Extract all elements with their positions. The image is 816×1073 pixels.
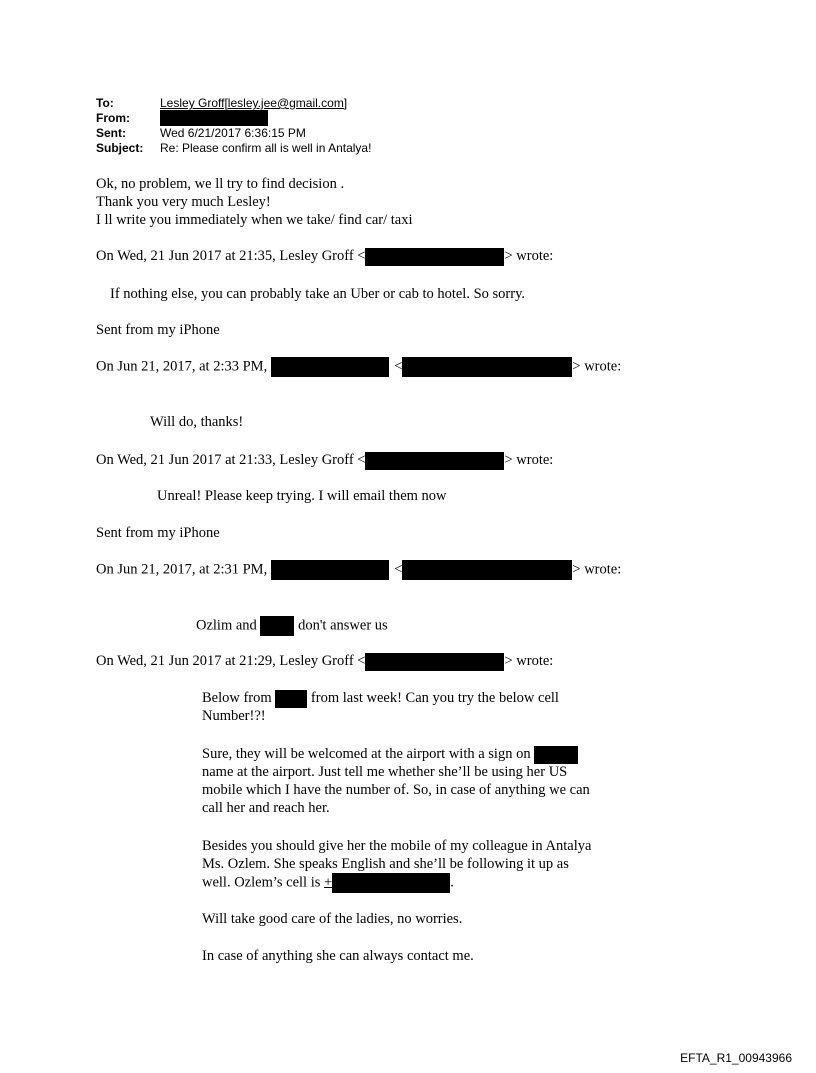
quoted-line: Will take good care of the ladies, no worries. [202,911,463,927]
reply-text [196,616,388,636]
redaction-block [365,248,504,266]
quoted-line: mobile which I have the number of. So, in case of anything we can [202,782,590,798]
wrote-text: > wrote: [504,452,554,468]
quoted-line [202,873,454,893]
redaction-block [365,653,504,671]
quote-header [96,652,553,671]
lt-text: < [394,561,403,578]
quote-header-text: On Wed, 21 Jun 2017 at 21:33, Lesley Groff < [96,452,366,468]
redaction-block [365,452,504,470]
quoted-text: . [450,874,454,891]
quote-header-text: On Wed, 21 Jun 2017 at 21:35, Lesley Groff < [96,248,366,264]
quoted-line: Number!?! [202,708,266,724]
body-line: Thank you very much Lesley! [96,194,271,210]
quoted-line: Besides you should give her the mobile of my colleague in Antalya [202,838,592,854]
quote-header [96,560,621,580]
wrote-text: > wrote: [572,358,622,375]
from-label: From: [96,111,130,125]
redaction-block [402,560,572,580]
body-line: I ll write you immediately when we take/ find car/ taxi [96,212,413,228]
sent-value: Wed 6/21/2017 6:36:15 PM [160,126,306,140]
to-label: To: [96,96,114,110]
reply-text: Unreal! Please keep trying. I will email them now [157,488,447,504]
redaction-block [332,873,450,893]
quoted-line: In case of anything she can always contact me. [202,948,474,964]
quoted-line: name at the airport. Just tell me whether she’ll be using her US [202,764,568,780]
reply-text: If nothing else, you can probably take an Uber or cab to hotel. So sorry. [110,286,526,302]
signature-text: Sent from my iPhone [96,525,220,541]
reply-text-part: Ozlim and [196,617,257,634]
redaction-block [534,746,578,764]
reply-text: Will do, thanks! [150,414,244,430]
document-id: EFTA_R1_00943966 [680,1051,792,1065]
quoted-line: call her and reach her. [202,800,330,816]
quote-header [96,451,553,470]
quoted-text: Below from [202,690,272,706]
quote-header-text: On Jun 21, 2017, at 2:33 PM, [96,358,268,375]
redaction-block [260,616,294,636]
redaction-block [275,690,307,708]
wrote-text: > wrote: [504,248,554,264]
quote-header [96,357,621,377]
quote-header [96,247,553,266]
quote-header-text: On Jun 21, 2017, at 2:31 PM, [96,561,268,578]
quoted-text: from last week! Can you try the below cell [310,690,559,706]
redaction-block [160,110,268,126]
phone-link[interactable]: + [324,874,333,891]
quote-header-text: On Wed, 21 Jun 2017 at 21:29, Lesley Groff < [96,653,366,669]
body-line: Ok, no problem, we ll try to find decision . [96,176,345,192]
subject-label: Subject: [96,141,144,155]
quoted-line [202,689,559,708]
lt-text: < [394,358,403,375]
reply-text-part: don't answer us [298,617,388,634]
redaction-block [271,357,389,377]
quoted-line [202,745,578,764]
subject-value: Re: Please confirm all is well in Antalya! [160,141,372,155]
to-value[interactable]: Lesley Groff[lesley.jee@gmail.com] [160,96,348,110]
signature-text: Sent from my iPhone [96,322,220,338]
email-header [96,96,371,156]
wrote-text: > wrote: [572,561,622,578]
wrote-text: > wrote: [504,653,554,669]
sent-label: Sent: [96,126,126,140]
redaction-block [271,560,389,580]
quoted-text: Sure, they will be welcomed at the airport with a sign on [202,746,531,762]
quoted-text: well. Ozlem’s cell is [202,874,321,891]
quoted-line: Ms. Ozlem. She speaks English and she’ll be following it up as [202,856,569,872]
redaction-block [402,357,572,377]
